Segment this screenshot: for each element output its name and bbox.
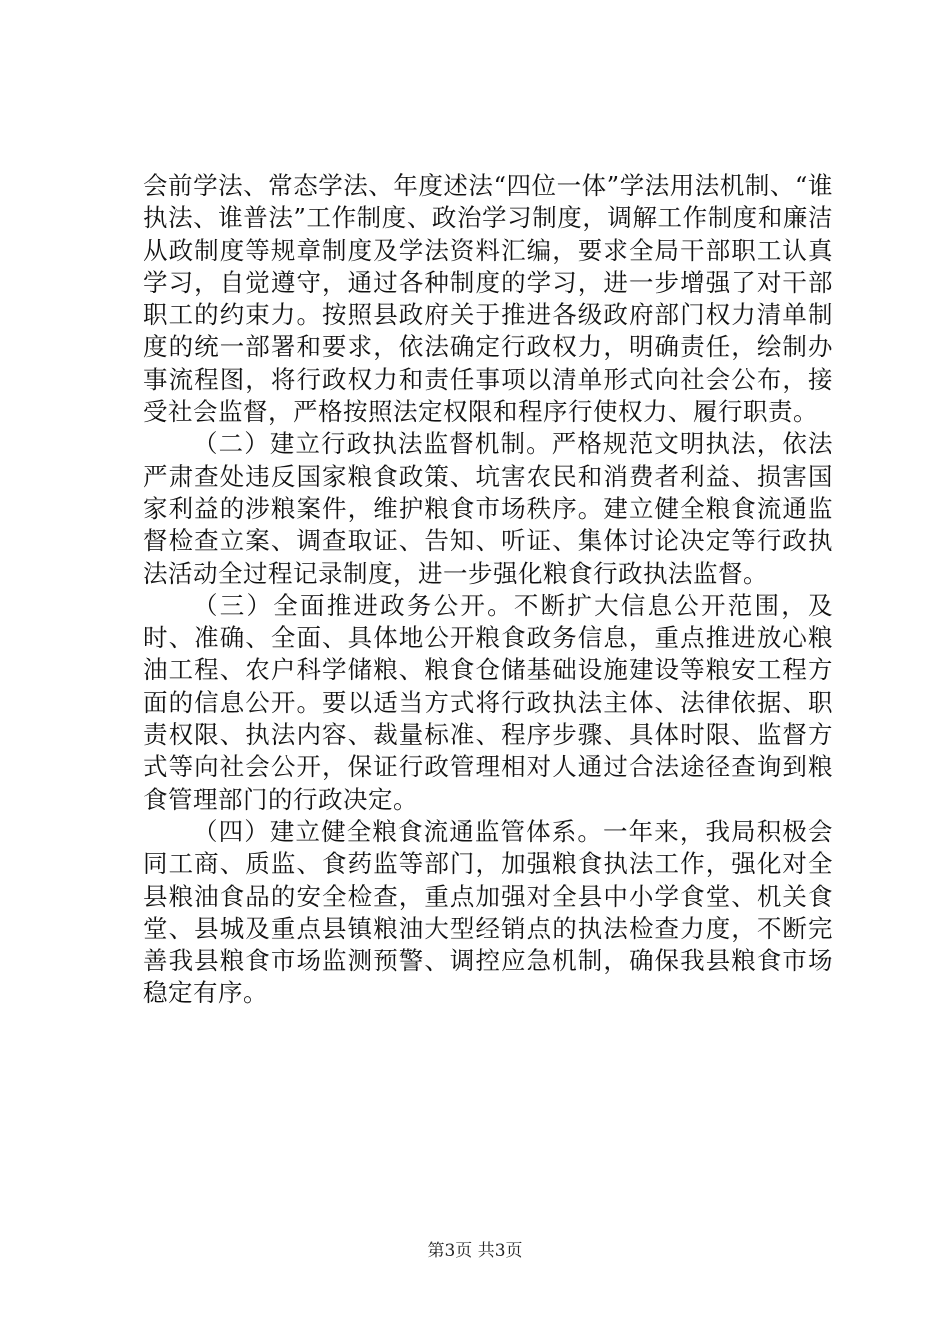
paragraph-section-3: （三）全面推进政务公开。不断扩大信息公开范围，及时、准确、全面、具体地公开粮食政务信息，重点推进放心粮油工程、农户科学储粮、粮食仓储基础设施建设等粮安工程方面的信息公开。要以适当方式将行政执法主体、法律依据、职责权限、执法内容、裁量标准、程序步骤、具体时限、监督方式等向社会公开，保证行政管理相对人通过合法途径查询到粮食管理部门的行政决定。 — [143, 590, 833, 814]
paragraph-section-2: （二）建立行政执法监督机制。严格规范文明执法，依法严肃查处违反国家粮食政策、坑害农民和消费者利益、损害国家利益的涉粮案件，维护粮食市场秩序。建立健全粮食流通监督检查立案、调查取证、告知、听证、集体讨论决定等行政执法活动全过程记录制度，进一步强化粮食行政执法监督。 — [143, 429, 833, 588]
paragraph-continuation: 会前学法、常态学法、年度述法“四位一体”学法用法机制、“谁执法、谁普法”工作制度、政治学习制度，调解工作制度和廉洁从政制度等规章制度及学法资料汇编，要求全局干部职工认真学习，自觉遵守，通过各种制度的学习，进一步增强了对干部职工的约束力。按照县政府关于推进各级政府部门权力清单制度的统一部署和要求，依法确定行政权力，明确责任，绘制办事流程图，将行政权力和责任事项以清单形式向社会公布，接受社会监督，严格按照法定权限和程序行使权力、履行职责。 — [143, 171, 833, 427]
paragraph-section-4: （四）建立健全粮食流通监管体系。一年来，我局积极会同工商、质监、食药监等部门，加强粮食执法工作，强化对全县粮油食品的安全检查，重点加强对全县中小学食堂、机关食堂、县城及重点县镇粮油大型经销点的执法检查力度，不断完善我县粮食市场监测预警、调控应急机制，确保我县粮食市场稳定有序。 — [143, 816, 833, 1008]
document-body — [143, 170, 833, 1010]
page-footer: 第3页 共3页 — [427, 1241, 523, 1261]
